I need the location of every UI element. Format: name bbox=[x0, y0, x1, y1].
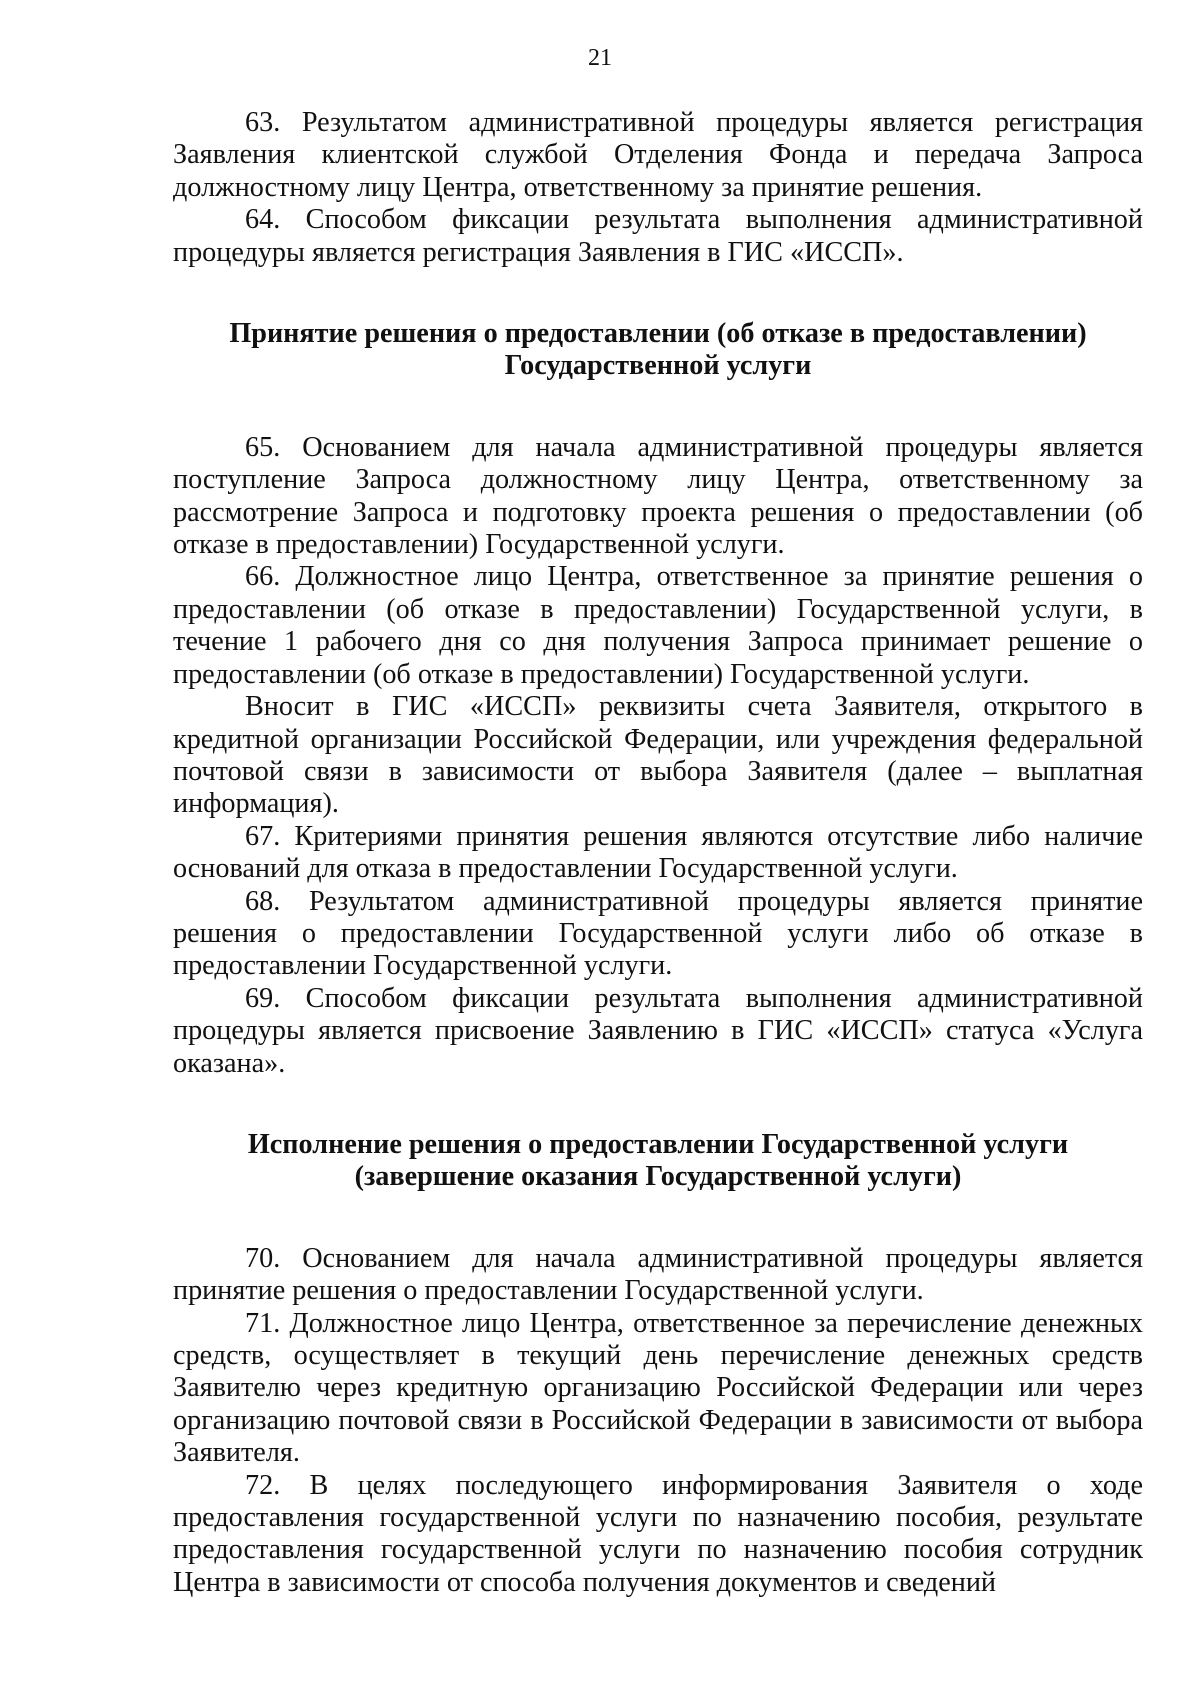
section-heading-execution bbox=[173, 1129, 1143, 1194]
paragraph-66-continued: Вносит в ГИС «ИССП» реквизиты счета Заявителя, открытого в кредитной организации Российской Федерации, или учреждения федеральной почтовой связи в зависимости от выбора Заявителя (далее – выплатная информация). bbox=[173, 691, 1143, 820]
section-heading-execution-line-1: Исполнение решения о предоставлении Государственной услуги bbox=[247, 1128, 1069, 1160]
paragraph-71: 71. Должностное лицо Центра, ответственное за перечисление денежных средств, осуществляет в текущий день перечисление денежных средств Заявителю через кредитную организацию Российской Федерации или через организацию почтовой связи в Российской Федерации в зависимости от выбора Заявителя. bbox=[173, 1307, 1143, 1469]
paragraph-63: 63. Результатом административной процедуры является регистрация Заявления клиентской службой Отделения Фонда и передача Запроса должностному лицу Центра, ответственному за принятие решения. bbox=[173, 107, 1143, 203]
paragraph-64: 64. Способом фиксации результата выполнения административной процедуры является регистрация Заявления в ГИС «ИССП». bbox=[173, 204, 1143, 268]
paragraph-72: 72. В целях последующего информирования Заявителя о ходе предоставления государственной услуги по назначению пособия, результате предоставления государственной услуги по назначению пособия сотрудник Центра в зависимости от способа получения документов и сведений bbox=[173, 1469, 1143, 1598]
paragraph-67: 67. Критериями принятия решения являются отсутствие либо наличие оснований для отказа в предоставлении Государственной услуги. bbox=[173, 820, 1143, 885]
section-heading-decision-line-2: Государственной услуги bbox=[504, 350, 812, 382]
page-number: 21 bbox=[588, 45, 612, 71]
document-body bbox=[173, 107, 1143, 1599]
section-heading-execution-line-2: (завершение оказания Государственной услуги) bbox=[354, 1161, 962, 1193]
section-heading-decision-line-1: Принятие решения о предоставлении (об отказе в предоставлении) bbox=[229, 318, 1087, 350]
paragraph-65: 65. Основанием для начала административной процедуры является поступление Запроса должностному лицу Центра, ответственному за рассмотрение Запроса и подготовку проекта решения о предоставлении (об отказе в предоставлении) Государственной услуги. bbox=[173, 431, 1143, 561]
paragraph-70: 70. Основанием для начала административной процедуры является принятие решения о предоставлении Государственной услуги. bbox=[173, 1242, 1143, 1307]
paragraph-68: 68. Результатом административной процедуры является принятие решения о предоставлении Государственной услуги либо об отказе в предоставлении Государственной услуги. bbox=[173, 885, 1143, 982]
paragraph-69: 69. Способом фиксации результата выполнения административной процедуры является присвоение Заявлению в ГИС «ИССП» статуса «Услуга оказана». bbox=[173, 982, 1143, 1079]
section-heading-decision bbox=[173, 318, 1143, 383]
paragraph-66: 66. Должностное лицо Центра, ответственное за принятие решения о предоставлении (об отказе в предоставлении) Государственной услуги, в течение 1 рабочего дня со дня получения Запроса принимает решение о предоставлении (об отказе в предоставлении) Государственной услуги. bbox=[173, 561, 1143, 690]
